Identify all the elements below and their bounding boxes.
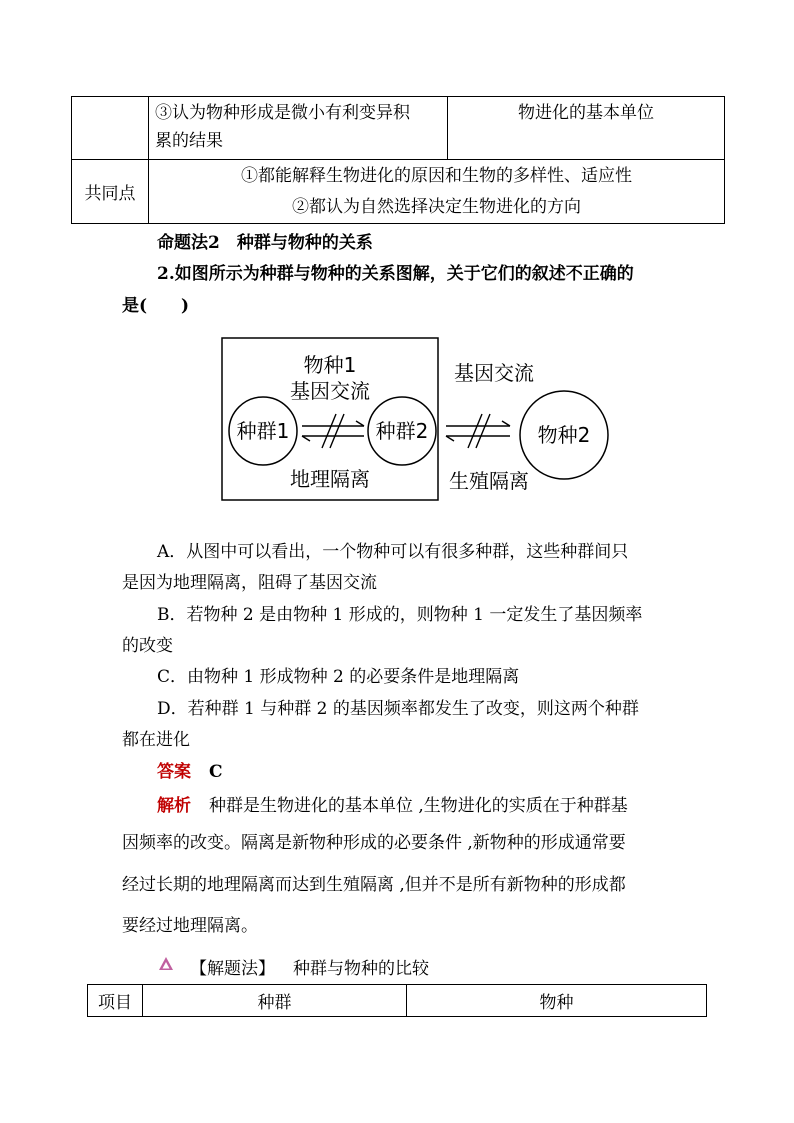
- analysis-label: 解析: [157, 796, 191, 816]
- gene-flow-inner-label: 基因交流: [290, 379, 370, 403]
- table-row-label-common: 共同点: [72, 160, 149, 224]
- tip-subtitle: 种群与物种的比较: [293, 959, 429, 979]
- table-header-species: 物种: [407, 985, 707, 1017]
- option-a-line-2: 是因为地理隔离，阻碍了基因交流: [122, 573, 377, 593]
- option-b-line-2: 的改变: [122, 636, 173, 656]
- answer-label: 答案: [157, 762, 191, 782]
- population-species-diagram: [218, 320, 628, 504]
- question-line-2: 是( ): [122, 296, 190, 316]
- option-d-line-1: D．若种群 1 与种群 2 的基因频率都发生了改变，则这两个种群: [157, 699, 639, 719]
- table-cell-unit: [448, 97, 725, 160]
- cell-text-line: ③认为物种形成是微小有利变异积: [155, 103, 410, 123]
- option-d-line-2: 都在进化: [122, 730, 190, 750]
- option-b-line-1: B．若物种 2 是由物种 1 形成的，则物种 1 一定发生了基因频率: [157, 605, 643, 625]
- species2-label: 物种2: [537, 423, 591, 447]
- comparison-table-bottom: [87, 984, 707, 1017]
- tip-title: 【解题法】: [190, 959, 275, 979]
- comparison-table-top: [71, 96, 725, 224]
- blocked-exchange-arrows-outer: [446, 414, 510, 448]
- table-cell-empty: [72, 97, 149, 160]
- option-c-line-1: C．由物种 1 形成物种 2 的必要条件是地理隔离: [157, 667, 520, 687]
- triangle-tip-icon: [158, 956, 174, 972]
- table-cell-common-points: [149, 160, 725, 224]
- cell-text-line: 累的结果: [155, 131, 223, 151]
- common-point-2: ②都认为自然选择决定生物进化的方向: [292, 196, 581, 217]
- answer-line: [157, 757, 223, 782]
- table-header-population: 种群: [143, 985, 407, 1017]
- answer-value: C: [209, 762, 223, 782]
- cell-text: 物进化的基本单位: [518, 103, 654, 123]
- analysis-line-3: 经过长期的地理隔离而达到生殖隔离 ,但并不是所有新物种的形成都: [122, 875, 626, 895]
- option-a-line-1: A．从图中可以看出，一个物种可以有很多种群，这些种群间只: [157, 542, 629, 562]
- blocked-exchange-arrows-inner: [302, 414, 364, 448]
- analysis-line-1: 解析 种群是生物进化的基本单位 ,生物进化的实质在于种群基: [157, 796, 628, 816]
- table-header-item: 项目: [88, 985, 143, 1017]
- species1-label: 物种1: [303, 353, 357, 377]
- tip-heading: [190, 954, 429, 979]
- population1-label: 种群1: [236, 419, 290, 443]
- common-point-1: ①都能解释生物进化的原因和生物的多样性、适应性: [241, 165, 632, 186]
- table-cell-theory3: [149, 97, 448, 160]
- geo-isolation-label: 地理隔离: [290, 467, 370, 491]
- gene-flow-outer-label: 基因交流: [454, 361, 534, 385]
- population2-label: 种群2: [375, 419, 429, 443]
- analysis-line-2: 因频率的改变。隔离是新物种形成的必要条件 ,新物种的形成通常要: [122, 833, 626, 853]
- repro-isolation-label: 生殖隔离: [449, 469, 529, 493]
- analysis-line-4: 要经过地理隔离。: [122, 916, 258, 936]
- question-line-1: 2.如图所示为种群与物种的关系图解，关于它们的叙述不正确的: [157, 264, 634, 284]
- method-heading: 命题法2 种群与物种的关系: [157, 233, 373, 253]
